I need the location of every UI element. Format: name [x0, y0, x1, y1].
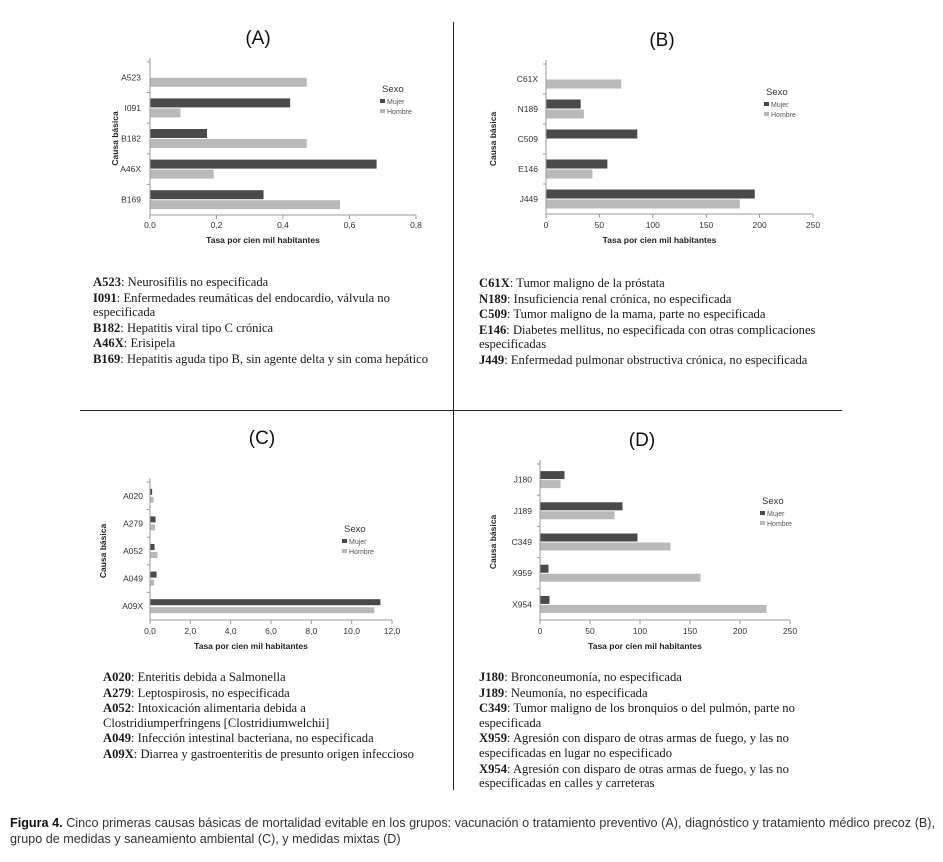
legend-label-hombre: Hombre [767, 521, 792, 528]
bar-mujer [541, 534, 638, 542]
y-axis-label: Causa básica [488, 111, 498, 167]
legend-title: Sexo [344, 524, 366, 535]
x-tick-label: 4,0 [224, 626, 237, 636]
code-list-c [103, 670, 423, 763]
x-tick-label: 6,0 [265, 626, 277, 636]
code-list-a [93, 275, 438, 368]
category-label: A052 [123, 546, 143, 556]
category-label: C509 [517, 134, 538, 144]
bar-hombre [541, 574, 701, 582]
code-row: A09X: Diarrea y gastroenteritis de presunto origen infeccioso [103, 746, 414, 761]
category-label: B182 [121, 133, 141, 144]
legend-swatch-hombre [760, 521, 765, 525]
bar-mujer [541, 502, 623, 510]
category-label: X954 [512, 599, 532, 610]
x-tick-label: 0,6 [343, 220, 356, 230]
legend-label-mujer: Mujer [767, 511, 785, 518]
x-tick-label: 100 [645, 220, 660, 230]
code-row: I091: Enfermedades reumáticas del endocardio, válvula no especificada [93, 290, 390, 320]
x-tick-label: 0,0 [144, 220, 156, 230]
code-row: J449: Enfermedad pulmonar obstructiva crónica, no especificada [479, 352, 808, 367]
x-axis-label: Tasa por cien mil habitantes [602, 235, 717, 245]
code-row: C509: Tumor maligno de la mama, parte no especificada [479, 307, 766, 322]
code-row: C61X: Tumor maligno de la próstata [479, 276, 665, 290]
x-tick-label: 10,0 [343, 626, 360, 636]
y-axis-label: Causa básica [98, 523, 108, 579]
code-list-b [479, 276, 824, 369]
x-tick-label: 0,4 [277, 220, 289, 230]
code-row: B169: Hepatitis aguda tipo B, sin agente delta y sin coma hepático [93, 351, 429, 366]
y-axis-label: Causa básica [110, 111, 120, 166]
category-label: A279 [123, 518, 143, 529]
x-tick-label: 50 [594, 220, 605, 230]
x-tick-label: 0 [537, 626, 543, 636]
code-row: N189: Insuficiencia renal crónica, no especificada [479, 291, 732, 306]
bar-hombre [541, 480, 561, 488]
figure-caption [10, 816, 935, 847]
category-label: A020 [123, 490, 143, 501]
code-row: J180: Bronconeumonía, no especificada [479, 670, 682, 684]
category-label: N189 [517, 104, 538, 114]
legend-label-hombre: Hombre [387, 109, 412, 116]
legend-label-hombre: Hombre [349, 549, 374, 556]
category-label: X959 [512, 568, 532, 579]
category-label: E146 [518, 164, 538, 174]
category-label: A09X [122, 601, 143, 612]
x-tick-label: 150 [699, 220, 714, 230]
category-label: A46X [120, 164, 141, 175]
code-row: A279: Leptospirosis, no especificada [103, 685, 290, 700]
x-tick-label: 0 [543, 220, 549, 230]
x-tick-label: 250 [782, 626, 798, 636]
category-label: J449 [519, 194, 538, 204]
x-tick-label: 8,0 [305, 626, 318, 636]
legend-swatch-mujer [760, 511, 765, 515]
legend-label-mujer: Mujer [349, 539, 367, 546]
panel-title-b: (B) [649, 30, 675, 51]
code-row: C349: Tumor maligno de los bronquios o del pulmón, parte no especificada [479, 701, 795, 730]
x-tick-label: 200 [732, 626, 748, 636]
legend-label-mujer: Mujer [387, 99, 405, 106]
code-row: A049: Infección intestinal bacteriana, no especificada [103, 731, 374, 746]
bar-mujer [541, 471, 565, 479]
legend-title: Sexo [766, 87, 788, 98]
code-row: J189: Neumonía, no especificada [479, 685, 648, 700]
category-label: C349 [511, 537, 532, 547]
panel-title-c: (C) [248, 428, 276, 449]
x-tick-label: 0,8 [410, 220, 422, 230]
bar-mujer [541, 565, 549, 573]
code-row: X959: Agresión con disparo de otras armas de fuego, y las no especificadas en lugar no especificado [479, 731, 789, 760]
legend-title: Sexo [762, 496, 784, 507]
category-label: C61X [516, 74, 538, 84]
category-label: J180 [513, 474, 532, 485]
x-axis-label: Tasa por cien mil habitantes [206, 235, 320, 245]
code-row: B182: Hepatitis viral tipo C crónica [93, 320, 274, 335]
code-row: A46X: Erisipela [93, 336, 176, 351]
legend-label-hombre: Hombre [771, 112, 796, 119]
code-row: E146: Diabetes mellitus, no especificada con otras complicaciones especificadas [479, 322, 816, 352]
x-tick-label: 50 [585, 626, 595, 636]
code-row: A020: Enteritis debida a Salmonella [103, 670, 286, 684]
legend-label-mujer: Mujer [771, 102, 789, 109]
legend-title: Sexo [382, 84, 404, 95]
bar-hombre [541, 543, 671, 551]
x-tick-label: 100 [632, 626, 648, 636]
x-axis-label: Tasa por cien mil habitantes [194, 641, 308, 651]
category-label: J189 [513, 505, 532, 516]
x-tick-label: 200 [752, 220, 767, 230]
x-tick-label: 150 [682, 626, 698, 636]
x-axis-label: Tasa por cien mil habitantes [588, 641, 702, 651]
code-row: A052: Intoxicación alimentaria debida a Clostridiumperfringens [Clostridiumwelchii] [103, 701, 330, 730]
code-list-d [479, 670, 814, 792]
caption-text: Cinco primeras causas básicas de mortalidad evitable en los grupos: vacunación o tratamiento preventivo (A), diagnóstico y tratamiento médico precoz (B), grupo de medidas y saneamiento ambiental (C), y medidas mixtas (D) [10, 816, 936, 846]
panel-title-a: (A) [245, 28, 271, 49]
y-axis-label: Causa básica [488, 514, 498, 570]
x-tick-label: 12,0 [383, 626, 401, 636]
category-label: B169 [121, 194, 141, 205]
caption-label: Figura 4. [10, 816, 63, 830]
category-label: I091 [124, 102, 141, 113]
code-row: A523: Neurosífilis no especificada [93, 275, 269, 289]
bar-hombre [541, 605, 767, 613]
x-tick-label: 250 [805, 220, 821, 230]
category-label: A049 [123, 573, 143, 584]
x-tick-label: 0,2 [210, 220, 223, 230]
category-label: A523 [121, 72, 141, 83]
bar-mujer [541, 596, 550, 604]
bar-hombre [541, 511, 615, 519]
x-tick-label: 2,0 [184, 626, 197, 636]
code-row: X954: Agresión con disparo de otras armas de fuego, y las no especificadas en calles y carreteras [479, 761, 789, 791]
panel-title-d: (D) [628, 430, 656, 451]
x-tick-label: 0,0 [144, 626, 156, 636]
